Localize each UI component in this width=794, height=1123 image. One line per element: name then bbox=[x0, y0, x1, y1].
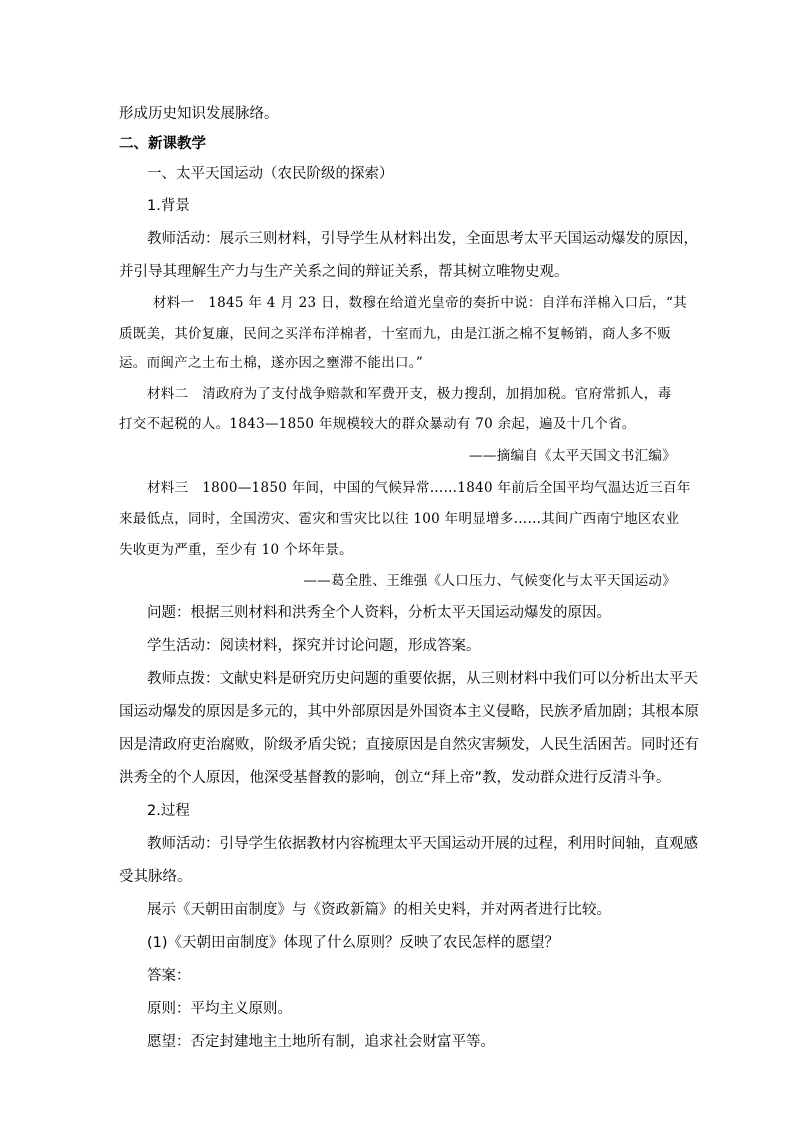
paragraph-line: 并引导其理解生产力与生产关系之间的辩证关系，帮其树立唯物史观。 bbox=[119, 264, 569, 280]
paragraph-line: 教师点拨：文献史料是研究历史问题的重要依据，从三则材料中我们可以分析出太平天 bbox=[147, 671, 698, 687]
question-line: (1)《天朝田亩制度》体现了什么原则？反映了农民怎样的愿望？ bbox=[147, 935, 560, 951]
paragraph-line: 问题：根据三则材料和洪秀全个人资料，分析太平天国运动爆发的原因。 bbox=[147, 605, 611, 621]
section-heading: 二、新课教学 bbox=[119, 136, 206, 152]
point-heading: 1.背景 bbox=[147, 198, 190, 214]
paragraph-line: 洪秀全的个人原因，他深受基督教的影响，创立“拜上帝”教，发动群众进行反清斗争。 bbox=[119, 770, 671, 786]
answer-label: 答案： bbox=[147, 968, 191, 984]
paragraph-line: 国运动爆发的原因是多元的，其中外部原因是外国资本主义侵略，民族矛盾加剧；其根本原 bbox=[119, 704, 699, 720]
material-one-line: 运。而闽产之土布土棉，遂亦因之壅滞不能出口。” bbox=[119, 355, 424, 371]
answer-line: 原则：平均主义原则。 bbox=[147, 1001, 292, 1017]
material-three-line: 材料三 1800—1850 年间，中国的气候异常……1840 年前后全国平均气温达近三百年 bbox=[147, 480, 691, 496]
paragraph-line: 学生活动：阅读材料，探究并讨论问题，形成答案。 bbox=[147, 638, 481, 654]
point-heading: 2.过程 bbox=[147, 803, 190, 819]
material-two-line: 材料二 清政府为了支付战争赔款和军费开支，极力搜刮，加捐加税。官府常抓人，毒 bbox=[147, 386, 672, 402]
paragraph-line: 因是清政府吏治腐败，阶级矛盾尖锐；直接原因是自然灾害频发，人民生活困苦。同时还有 bbox=[119, 737, 699, 753]
paragraph-line: 教师活动：引导学生依据教材内容梳理太平天国运动开展的过程，利用时间轴，直观感 bbox=[147, 836, 698, 852]
paragraph-line: 教师活动：展示三则材料，引导学生从材料出发，全面思考太平天国运动爆发的原因， bbox=[147, 231, 698, 247]
material-three-line: 来最低点，同时，全国涝灾、雹灾和雪灾比以往 100 年明显增多……其间广西南宁地区农业 bbox=[119, 511, 680, 527]
paragraph-line: 受其脉络。 bbox=[119, 869, 192, 885]
material-two-line: 打交不起税的人。1843—1850 年规模较大的群众暴动有 70 余起，遍及十几个省。 bbox=[119, 416, 636, 432]
paragraph-line: 形成历史知识发展脉络。 bbox=[119, 106, 279, 122]
citation: ——摘编自《太平天国文书汇编》 bbox=[469, 448, 676, 464]
answer-line: 愿望：否定封建地主土地所有制，追求社会财富平等。 bbox=[147, 1034, 495, 1050]
subsection-heading: 一、太平天国运动（农民阶级的探索） bbox=[147, 166, 394, 182]
material-one-line: 材料一 1845 年 4 月 23 日，数穆在给道光皇帝的奏折中说：自洋布洋棉入口后，“其 bbox=[153, 295, 687, 311]
material-one-line: 质既美，其价复廉，民间之买洋布洋棉者，十室而九，由是江浙之棉不复畅销，商人多不贩 bbox=[119, 326, 671, 342]
material-three-line: 失收更为严重，至少有 10 个坏年景。 bbox=[119, 542, 353, 558]
citation: ——葛全胜、王维强《人口压力、气候变化与太平天国运动》 bbox=[303, 573, 676, 589]
paragraph-line: 展示《天朝田亩制度》与《资政新篇》的相关史料，并对两者进行比较。 bbox=[147, 902, 611, 918]
